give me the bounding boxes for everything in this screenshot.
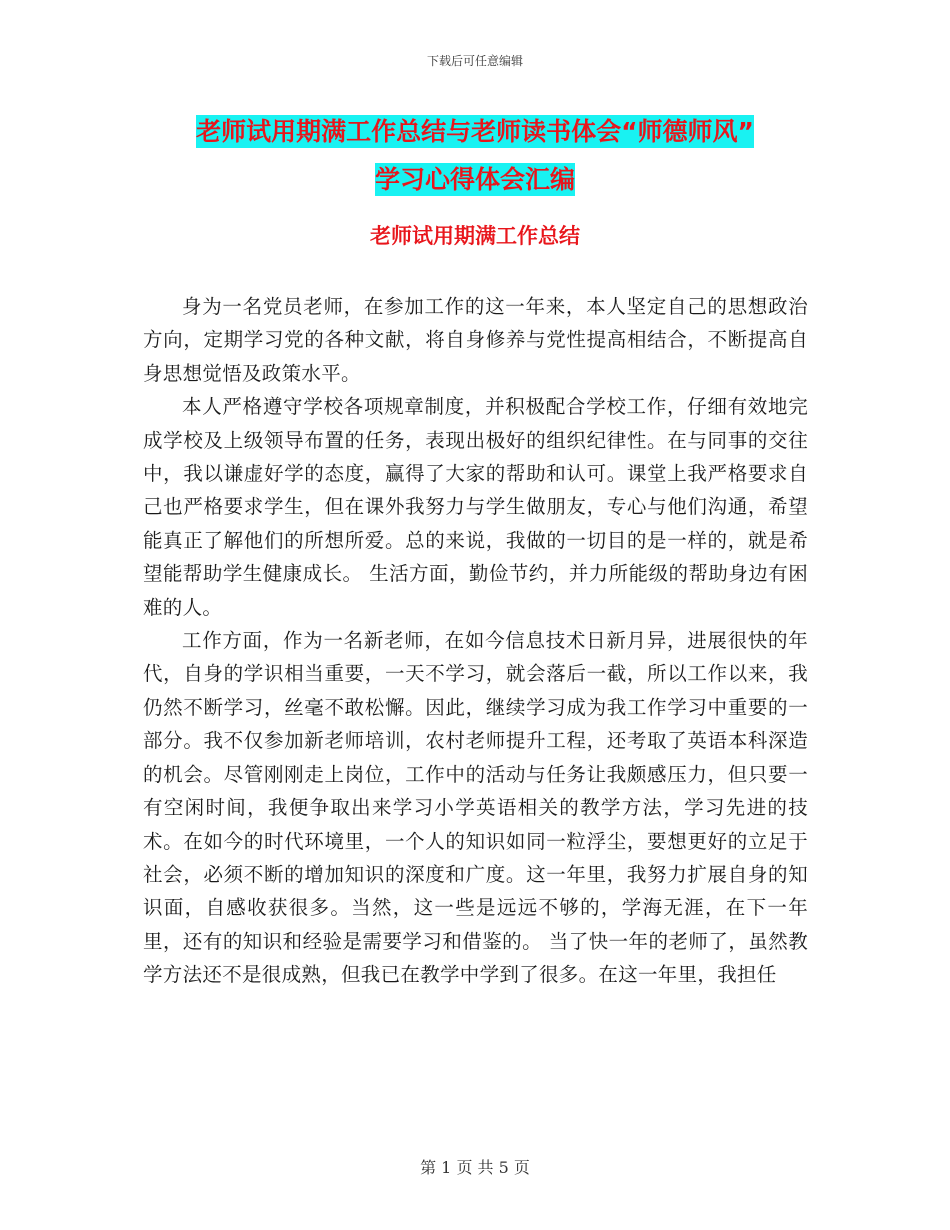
paragraph-1: 身为一名党员老师，在参加工作的这一年来，本人坚定自己的思想政治方向，定期学习党的各种文献，将自身修养与党性提高相结合，不断提高自身思想觉悟及政策水平。: [143, 295, 808, 385]
paragraph-3: 工作方面，作为一名新老师，在如今信息技术日新月异，进展很快的年代，自身的学识相当重要，一天不学习，就会落后一截，所以工作以来，我仍然不断学习，丝毫不敢松懈。因此，继续学习成为我工作学习中重要的一部分。我不仅参加新老师培训，农村老师提升工程，还考取了英语本科深造的机会。尽管刚刚走上岗位，工作中的活动与任务让我颇感压力，但只要一有空闲时间，我便争取出来学习小学英语相关的教学方法，学习先进的技术。在如今的时代环境里，一个人的知识如同一粒浮尘，要想更好的立足于社会，必须不断的增加知识的深度和广度。这一年里，我努力扩展自身的知识面，自感收获很多。当然，这一些是远远不够的，学海无涯，在下一年里，还有的知识和经验是需要学习和借鉴的。 当了快一年的老师了，虽然教学方法还不是很成熟，但我已在教学中学到了很多。在这一年里，我担任: [143, 629, 808, 987]
paragraph-2: 本人严格遵守学校各项规章制度，并积极配合学校工作，仔细有效地完成学校及上级领导布置的任务，表现出极好的组织纪律性。在与同事的交往中，我以谦虚好学的态度，赢得了大家的帮助和认可。课堂上我严格要求自己也严格要求学生，但在课外我努力与学生做朋友，专心与他们沟通，希望能真正了解他们的所想所爱。总的来说，我做的一切目的是一样的，就是希望能帮助学生健康成长。 生活方面，勤俭节约，并力所能级的帮助身边有困难的人。: [143, 395, 808, 619]
document-title-line-2: 学习心得体会汇编: [374, 165, 575, 194]
section-title: 老师试用期满工作总结: [370, 224, 580, 248]
page-footer: 第 1 页 共 5 页: [420, 1158, 530, 1177]
page-header-note: 下载后可任意编辑: [426, 54, 523, 68]
body-text: [143, 290, 808, 992]
document-title-line-1: 老师试用期满工作总结与老师读书体会“师德师风”: [196, 117, 754, 146]
document-title: [0, 108, 950, 204]
